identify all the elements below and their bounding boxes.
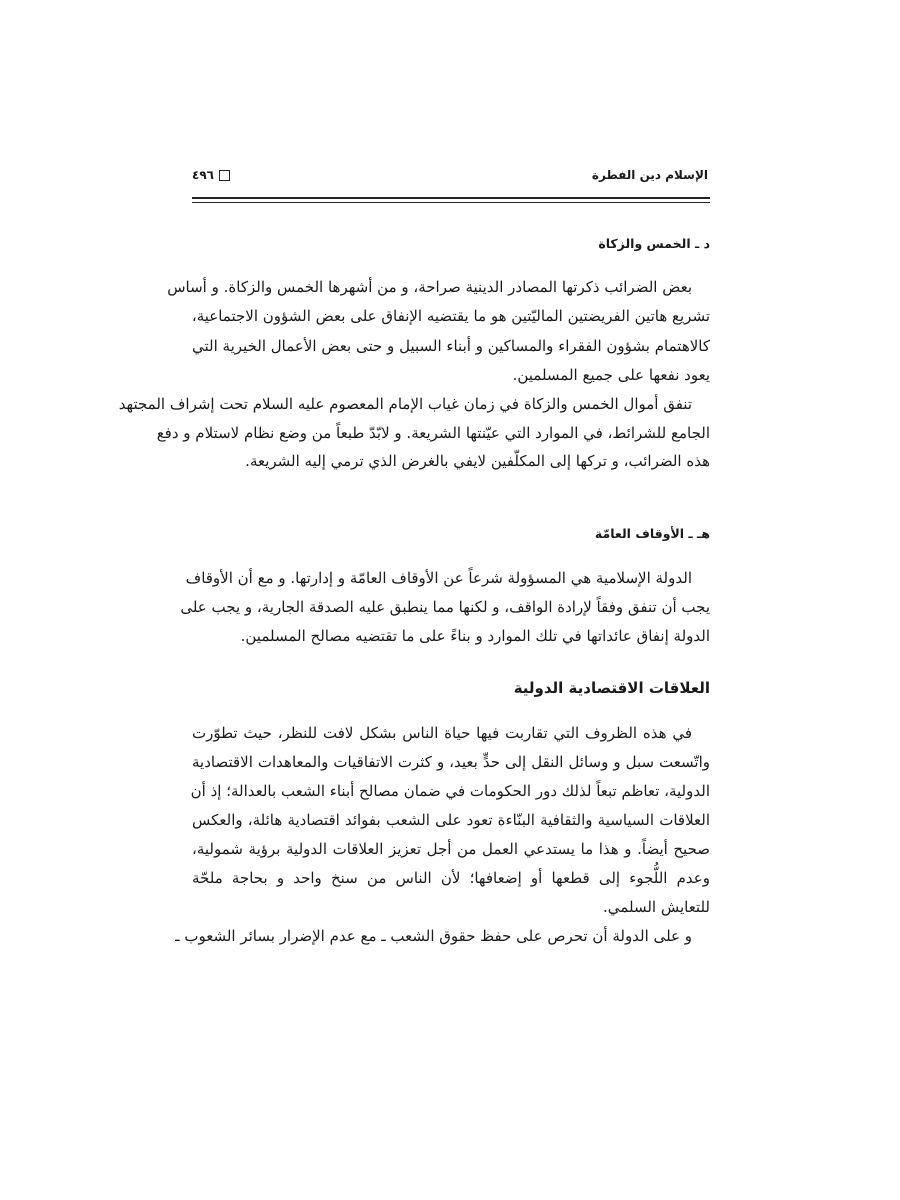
- text-line: صحيح أيضاً. و هذا ما يستدعي العمل من أجل تعزيز العلاقات الدولية برؤية شمولية،: [192, 840, 710, 858]
- text-line: واتّسعت سبل و وسائل النقل إلى حدٍّ بعيد، و كثرت الاتفاقيات والمعاهدات الاقتصادية: [192, 753, 710, 771]
- running-title: الإسلام دين الفطرة: [591, 168, 708, 182]
- text-line: بعض الضرائب ذكرتها المصادر الدينية صراحة، و من أشهرها الخمس والزكاة. و أساس: [167, 278, 692, 296]
- section-heading: د ـ الخمس والزكاة: [598, 236, 710, 251]
- section-heading: هـ ـ الأوقاف العامّة: [594, 526, 710, 541]
- text-line: تنفق أموال الخمس والزكاة في زمان غياب الإمام المعصوم عليه السلام تحت إشراف المجتهد: [118, 395, 692, 413]
- text-line: في هذه الظروف التي تقاربت فيها حياة الناس بشكل لافت للنظر، حيث تطوّرت: [192, 724, 692, 742]
- text-line: هذه الضرائب، و تركها إلى المكلّفين لايفي بالغرض الذي ترمي إليه الشريعة.: [245, 452, 710, 470]
- text-line: يجب أن تنفق وفقاً لإرادة الواقف، و لكنها مما ينطبق عليه الصدقة الجارية، و يجب على: [180, 598, 710, 616]
- text-line: يعود نفعها على جميع المسلمين.: [512, 366, 710, 384]
- page-number: [192, 168, 230, 182]
- header-rule-thick: [192, 197, 710, 199]
- text-line: تشريع هاتين الفريضتين الماليّتين هو ما يقتضيه الإنفاق على بعض الشؤون الاجتماعية،: [191, 307, 710, 325]
- text-line: كالاهتمام بشؤون الفقراء والمساكين و أبناء السبيل و حتى بعض الأعمال الخيرية التي: [192, 337, 710, 355]
- text-line: للتعايش السلمي.: [603, 898, 710, 916]
- text-line: و على الدولة أن تحرص على حفظ حقوق الشعب ـ مع عدم الإضرار بسائر الشعوب ـ: [175, 927, 692, 945]
- text-line: الدولة الإسلامية هي المسؤولة شرعاً عن الأوقاف العامّة و إدارتها. و مع أن الأوقاف: [185, 569, 692, 587]
- section-heading: العلاقات الاقتصادية الدولية: [513, 679, 710, 697]
- page-number-text: ٤٩٦: [192, 168, 214, 182]
- header-rule-thin: [192, 202, 710, 203]
- text-line: الدولية، تعاظم تبعاً لذلك دور الحكومات في ضمان مصالح أبناء الشعب بالعدالة؛ إذ أن: [190, 782, 710, 800]
- text-line: الجامع للشرائط، في الموارد التي عيّنتها الشريعة. و لابّدّ طبعاً من وضع نظام لاستلام و دفع: [156, 424, 710, 442]
- text-line: الدولة إنفاق عائداتها في تلك الموارد و بناءً على ما تقتضيه مصالح المسلمين.: [240, 627, 710, 645]
- text-line: وعدم اللُّجوء إلى قطعها أو إضعافها؛ لأن الناس من سنخ واحد و بحاجة ملحّة: [192, 869, 710, 887]
- text-line: العلاقات السياسية والثقافية البنّاءة تعود على الشعب بفوائد اقتصادية هائلة، والعكس: [192, 811, 710, 829]
- square-bullet-icon: [219, 170, 230, 181]
